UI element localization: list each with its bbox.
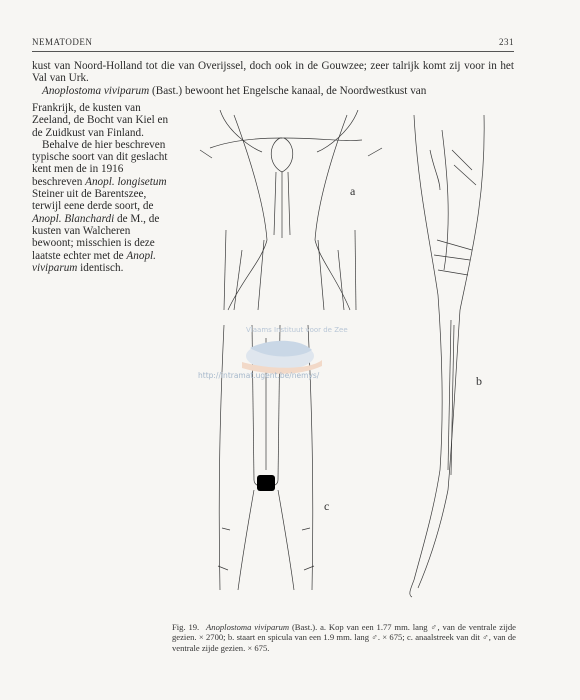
p2-species-2: Anopl. Blanchardi	[32, 212, 115, 225]
figure-b-tail-drawing	[410, 115, 484, 597]
figure-a-head-drawing	[200, 110, 382, 310]
p2-species-3: Anopl. viviparum	[32, 249, 156, 274]
p2-text-3: de M., de kusten van Walcheren bewoont; misschien is deze laatste echter met de	[32, 212, 160, 262]
p2-text-2: Steiner uit de Barentszee, terwijl eene derde soort, de	[32, 188, 154, 213]
figure-label-a: a	[350, 184, 356, 198]
p2-text-1: Behalve de hier beschreven typische soort van dit geslacht kent men de in 1916 beschreven	[32, 138, 168, 188]
running-head: NEMATODEN	[32, 37, 93, 47]
header-rule	[32, 51, 514, 52]
opening-lines: kust van Noord-Holland tot die van Overijssel, doch ook in de Gouwzee; zeer talrijk komt zij voor in het Val van Urk.	[32, 60, 514, 85]
figure-label-c: c	[324, 499, 330, 513]
distribution-text: Frankrijk, de kusten van Zeeland, de Bocht van Kiel en de Zuidkust van Finland.	[32, 102, 169, 139]
figure-label-b: b	[476, 374, 482, 388]
text-column	[32, 102, 169, 274]
caption-text: (Bast.). a. Kop van een 1.77 mm. lang ♂, van de ventrale zijde gezien. × 2700; b. staart en spicula van een 1.9 mm. lang ♂. × 675; c. anaalstreek van dit ♂, van de ventrale zijde gezien. × 675.	[172, 622, 516, 653]
page-number: 231	[499, 37, 514, 47]
opening-text	[32, 60, 514, 97]
p2-text-4: identisch.	[80, 261, 124, 274]
species-author: (Bast.) bewoont het Engelsche kanaal, de Noordwestkust van	[152, 84, 427, 97]
p2-species-1: Anopl. longisetum	[85, 175, 167, 188]
species-name: Anoplostoma viviparum	[42, 84, 150, 97]
watermark-logo-text: Vlaams Instituut voor de Zee	[246, 326, 348, 334]
caption-species: Anoplostoma viviparum	[206, 622, 290, 632]
caption-label: Fig. 19.	[172, 622, 200, 632]
figure-caption	[172, 622, 516, 653]
watermark-url: http://intramat.ugent.be/nemys/	[198, 371, 320, 380]
paragraph-other-species	[32, 139, 169, 274]
